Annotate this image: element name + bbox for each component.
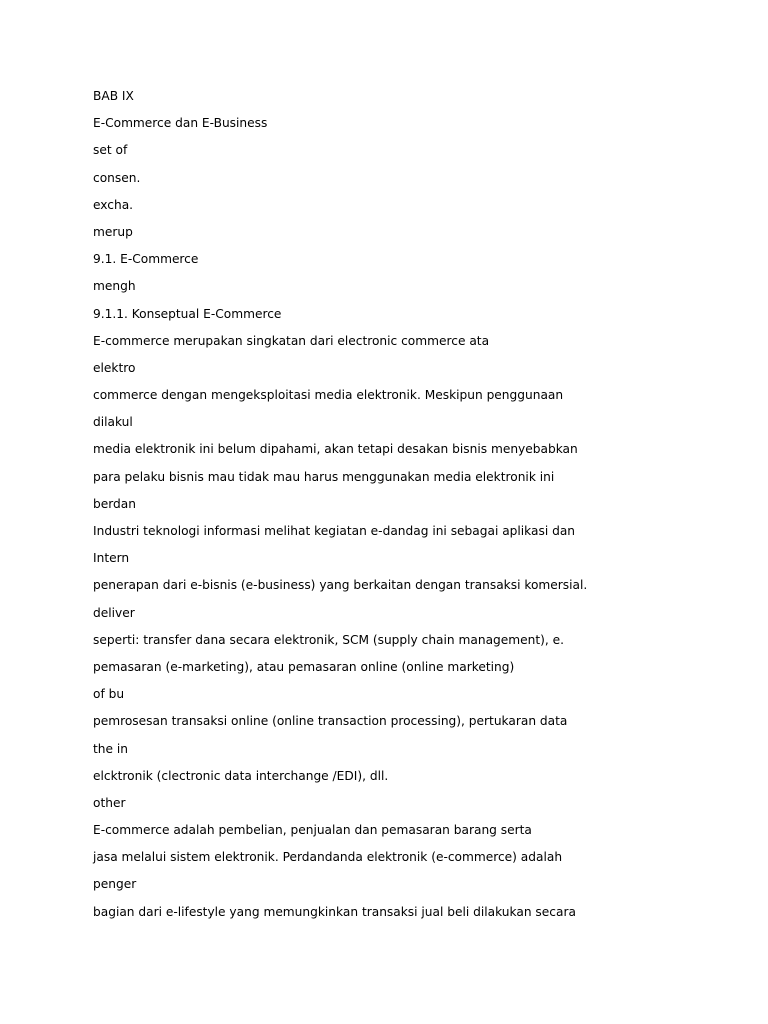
text-line: E-commerce adalah pembelian, penjualan dan pemasaran barang serta [93,823,532,838]
text-line: seperti: transfer dana secara elektronik, SCM (supply chain management), e. [93,632,565,647]
text-line: jasa melalui sistem elektronik. Perdandanda elektronik (e-commerce) adalah [93,850,563,865]
text-line: pemrosesan transaksi online (online transaction processing), pertukaran data [93,714,568,729]
text-line: elektro [93,360,136,375]
text-line: berdan [93,496,136,511]
text-line: deliver [93,605,135,620]
text-line: the in [93,741,128,756]
text-line: BAB IX [93,89,134,103]
text-line: penerapan dari e-bisnis (e-business) yang berkaitan dengan transaksi komersial. [93,578,588,593]
text-line: dilakul [93,415,133,430]
text-line: Industri teknologi informasi melihat kegiatan e-dandag ini sebagai aplikasi dan [93,524,576,538]
text-line: Intern [93,551,130,566]
text-line: excha. [93,197,134,212]
text-line: mengh [93,279,136,294]
text-line: media elektronik ini belum dipahami, akan tetapi desakan bisnis menyebabkan [93,442,578,457]
text-line: E-commerce merupakan singkatan dari electronic commerce ata [93,333,490,348]
text-line: consen. [93,170,141,185]
text-line: elcktronik (clectronic data interchange /EDI), dll. [93,768,389,783]
text-line: 9.1.1. Konseptual E-Commerce [93,306,282,321]
text-line: pemasaran (e-marketing), atau pemasaran online (online marketing) [93,659,515,674]
text-line: set of [93,143,128,158]
text-line: E-Commerce dan E-Business [93,116,268,131]
text-line: bagian dari e-lifestyle yang memungkinkan transaksi jual beli dilakukan secara [93,904,576,919]
text-line: para pelaku bisnis mau tidak mau harus menggunakan media elektronik ini [93,469,555,484]
document-text [93,87,733,930]
text-line: 9.1. E-Commerce [93,252,199,267]
text-line: commerce dengan mengeksploitasi media elektronik. Meskipun penggunaan [93,388,564,403]
text-line: penger [93,877,137,892]
text-line: other [93,795,126,810]
text-line: merup [93,224,133,239]
text-line: of bu [93,687,125,702]
